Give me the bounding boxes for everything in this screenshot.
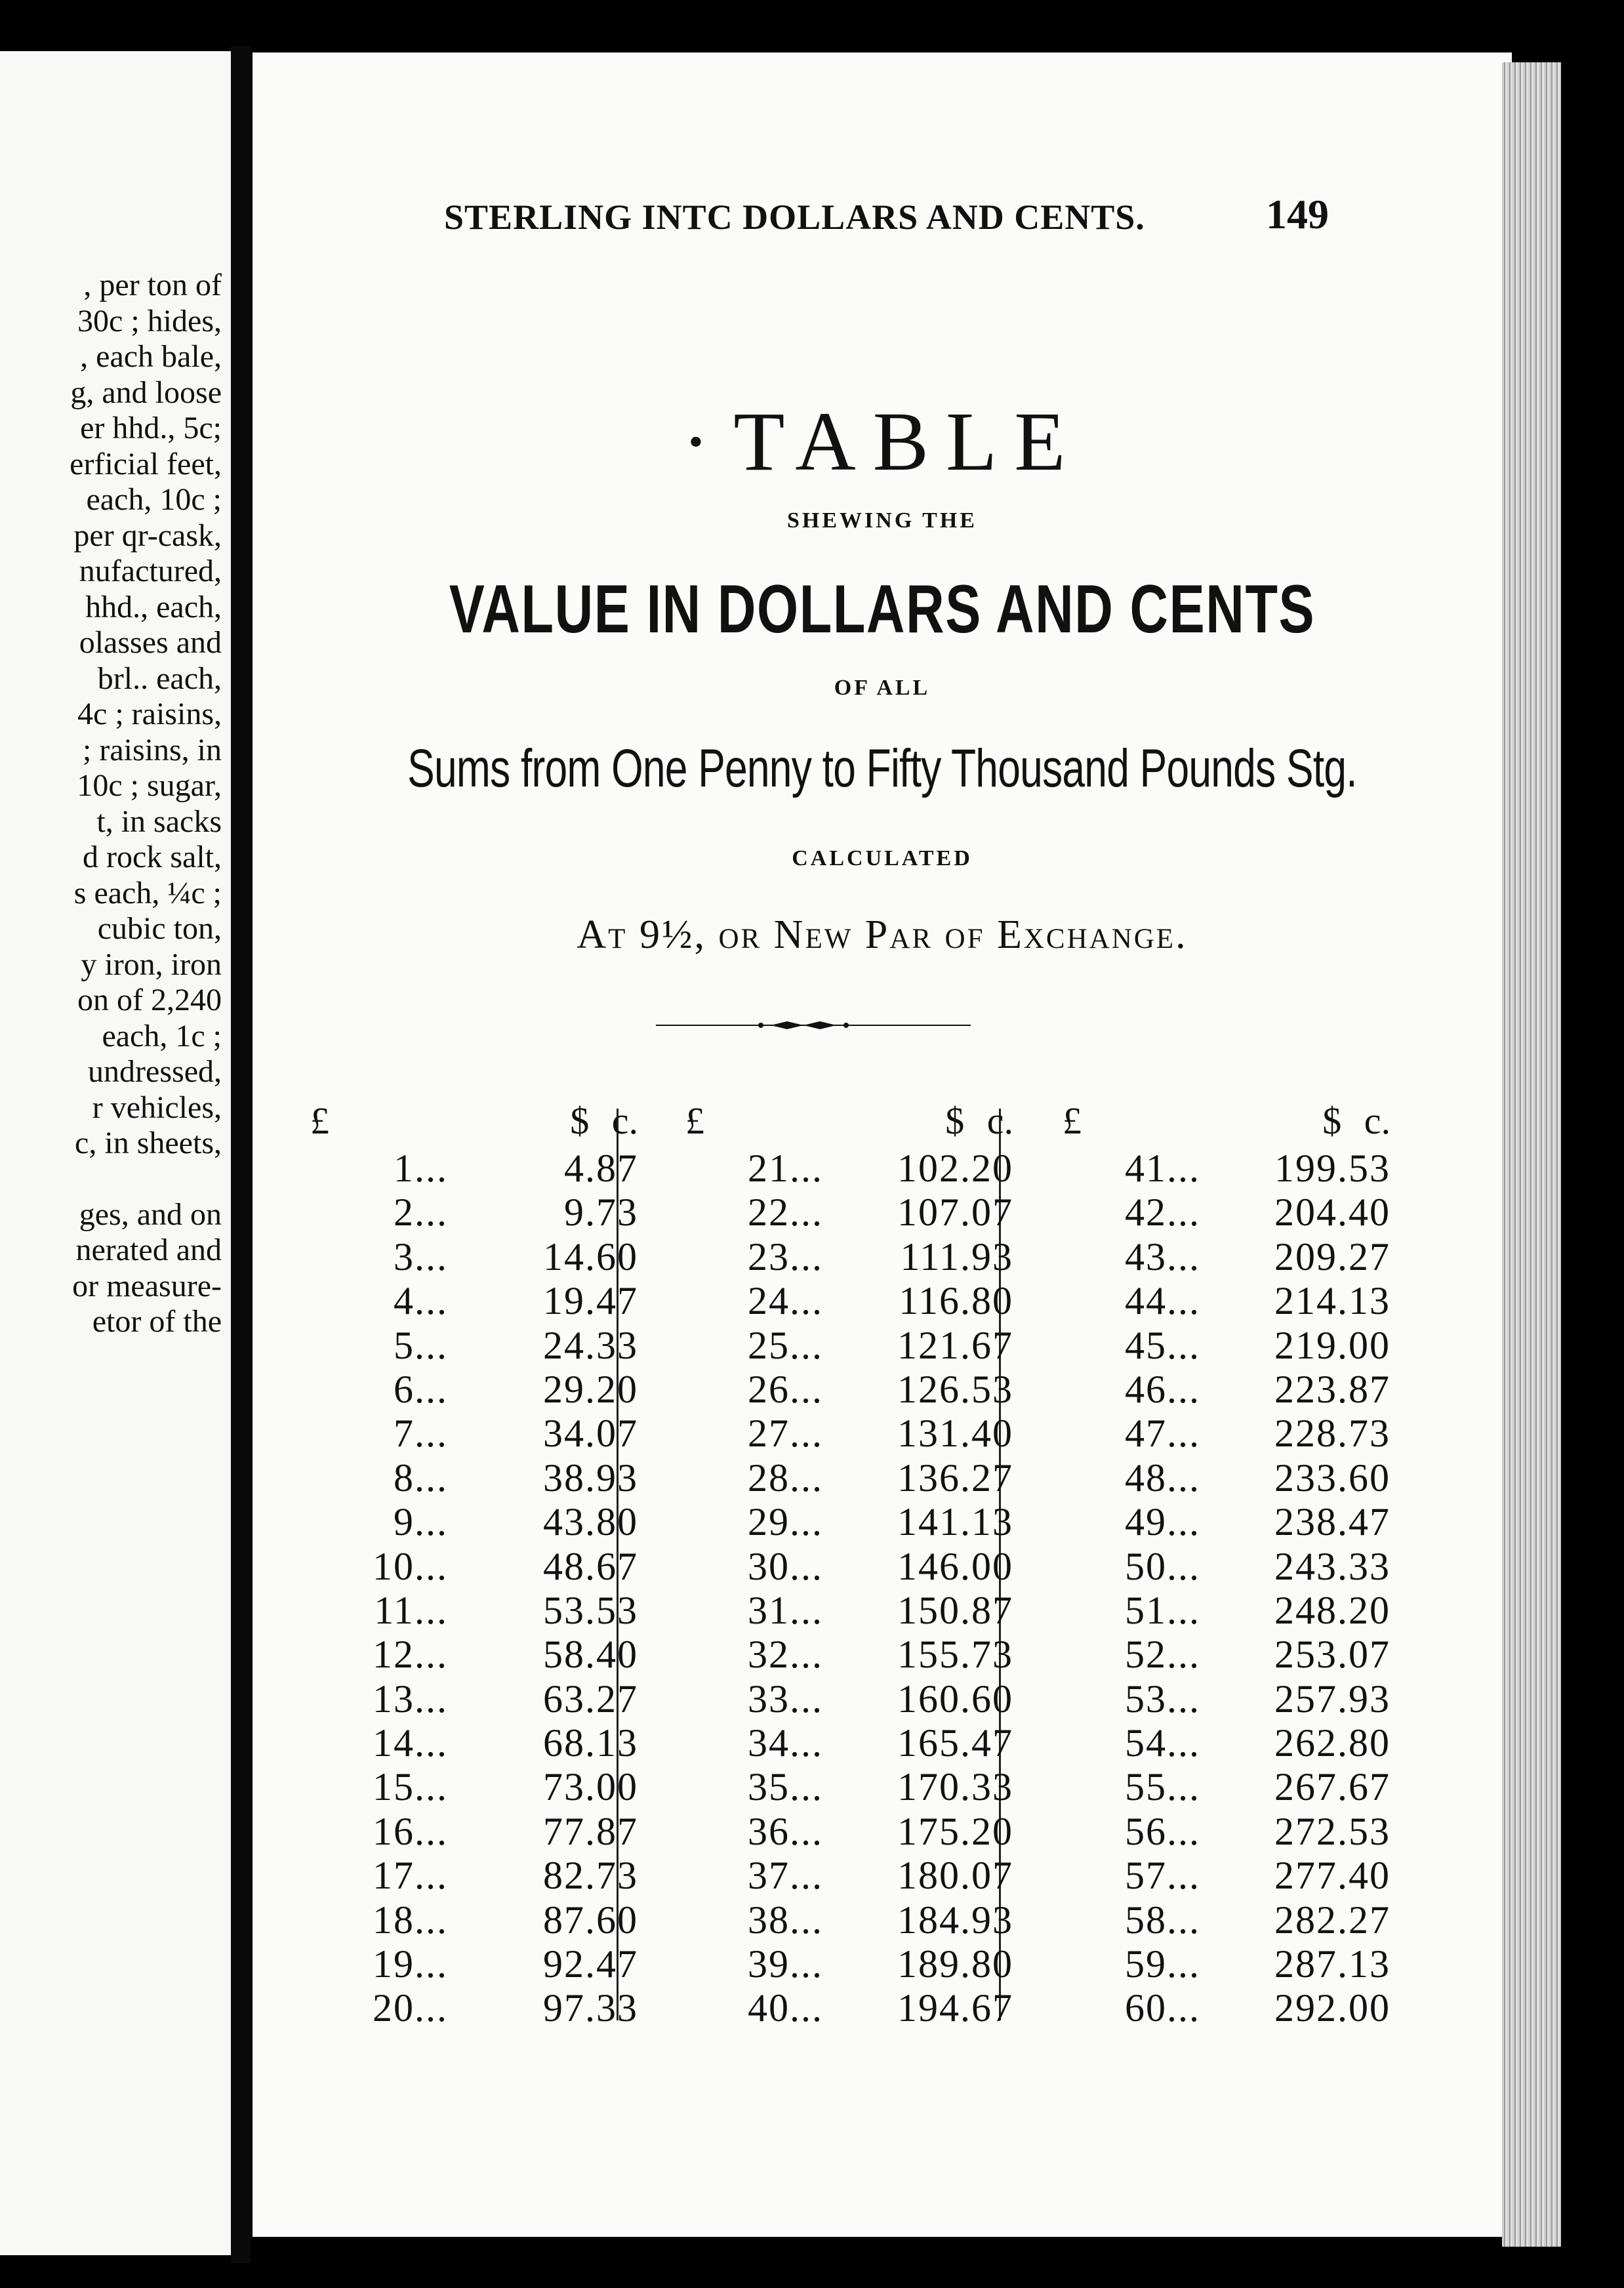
dollars-cell: 136.27 [897,1456,1013,1500]
left-page-line: undressed, [88,1054,222,1089]
table-row [310,1986,638,2030]
table-row [685,1588,1013,1632]
table-header [310,1099,638,1146]
table-column [1063,1099,1391,2030]
table-row [685,1190,1013,1234]
dollars-cell: 262.80 [1274,1721,1391,1765]
left-page-line: er hhd., 5c; [80,411,222,445]
pounds-cell: 37... [748,1854,823,1898]
dollars-cell: 29.20 [543,1367,638,1411]
dollars-cell: 107.07 [897,1191,1013,1235]
subtitle-sums: Sums from One Penny to Fifty Thousand Pounds Stg. [407,739,1357,798]
dollars-cell: 34.07 [543,1412,638,1456]
left-page-line: ; raisins, in [83,732,222,767]
dollars-cell: 58.40 [543,1633,638,1677]
pounds-cell: 21... [748,1147,823,1190]
dollars-cell: 87.60 [543,1898,638,1942]
table-row [310,1632,638,1676]
left-page-line: on of 2,240 [77,983,222,1017]
left-page-line: each, 10c ; [86,482,222,517]
table-row [310,1235,638,1278]
table-row [1063,1721,1391,1765]
left-page-line: 30c ; hides, [77,303,222,338]
pounds-cell: 4... [394,1279,448,1323]
pounds-cell: 32... [748,1633,823,1677]
subtitle-value: VALUE IN DOLLARS AND CENTS [449,571,1316,647]
dollars-cell: 9.73 [564,1191,638,1235]
pounds-cell: 13... [373,1677,448,1721]
pounds-cell: 44... [1125,1279,1200,1323]
pounds-cell: 22... [748,1191,823,1235]
pounds-cell: 7... [394,1412,448,1456]
dollars-cell: 248.20 [1274,1588,1391,1632]
table-row [310,1411,638,1455]
pounds-cell: 9... [394,1500,448,1544]
right-page [253,52,1512,2237]
dollars-cell: 111.93 [900,1235,1013,1278]
dollars-cell: 214.13 [1274,1279,1391,1323]
dollars-cell: 4.87 [564,1147,638,1190]
table-row [310,1853,638,1897]
table-row [310,1721,638,1765]
pounds-cell: 26... [748,1367,823,1411]
pounds-cell: 18... [373,1898,448,1942]
dollars-cell: 233.60 [1274,1456,1391,1500]
dollars-cell: 170.33 [897,1765,1013,1809]
left-page-line: g, and loose [70,375,222,410]
pounds-cell: 14... [373,1721,448,1765]
table-row [310,1765,638,1808]
pounds-cell: 31... [748,1588,823,1632]
dollars-cell: 155.73 [897,1633,1013,1677]
dollars-cell: 223.87 [1274,1367,1391,1411]
table-row [310,1146,638,1190]
dollars-cell: 146.00 [897,1544,1013,1588]
table-row [1063,1986,1391,2030]
table-row [1063,1367,1391,1411]
left-page-line: olasses and [79,625,222,660]
table-header [1063,1099,1391,1146]
pounds-cell: 3... [394,1235,448,1278]
title-word: TABLE [733,395,1083,488]
table-row [685,1411,1013,1455]
subtitle-calculated: CALCULATED [792,846,973,870]
pounds-cell: 58... [1125,1898,1200,1942]
dollars-cell: 121.67 [897,1323,1013,1367]
left-page-line: c, in sheets, [75,1126,222,1160]
pound-header: £ [1063,1099,1082,1142]
left-page-line: per qr-cask, [73,518,222,553]
ornament-divider [656,1019,971,1032]
table-row [310,1942,638,1986]
pounds-cell: 35... [748,1765,823,1809]
subtitle-of-all: OF ALL [834,676,931,700]
dollars-cell: 38.93 [543,1456,638,1500]
table-row [1063,1456,1391,1500]
dollars-cell: 204.40 [1274,1191,1391,1235]
pounds-cell: 20... [373,1986,448,2030]
pounds-cell: 17... [373,1854,448,1898]
dollars-cell: 68.13 [543,1721,638,1765]
table-row [685,1500,1013,1543]
dollars-cell: 126.53 [897,1367,1013,1411]
dollar-header: $ c. [1322,1099,1391,1142]
pounds-cell: 36... [748,1809,823,1853]
table-row [1063,1853,1391,1897]
pounds-cell: 40... [748,1986,823,2030]
table-row [310,1190,638,1234]
left-page-line: t, in sacks [96,804,222,839]
pounds-cell: 46... [1125,1367,1200,1411]
dollars-cell: 19.47 [543,1279,638,1323]
dollars-cell: 257.93 [1274,1677,1391,1721]
table-column [685,1099,1013,2030]
left-page-line: r vehicles, [92,1090,222,1125]
dollars-cell: 184.93 [897,1898,1013,1942]
table-row [685,1146,1013,1190]
dollars-cell: 82.73 [543,1854,638,1898]
table-row [1063,1898,1391,1942]
dollars-cell: 150.87 [897,1588,1013,1632]
pounds-cell: 52... [1125,1633,1200,1677]
title-dot: · [681,395,710,488]
dollars-cell: 14.60 [543,1235,638,1278]
dollars-cell: 180.07 [897,1854,1013,1898]
table-row [685,1986,1013,2030]
subtitle-exchange: At 9½, or New Par of Exchange. [577,912,1188,957]
pounds-cell: 5... [394,1323,448,1367]
left-page-text [0,268,222,1340]
dollars-cell: 253.07 [1274,1633,1391,1677]
dollars-cell: 199.53 [1274,1147,1391,1190]
dollars-cell: 77.87 [543,1809,638,1853]
page-number: 149 [1266,191,1329,237]
running-head: STERLING INTC DOLLARS AND CENTS. [444,197,1145,237]
table-row [1063,1278,1391,1322]
dollars-cell: 175.20 [897,1809,1013,1853]
dollars-cell: 102.20 [897,1147,1013,1190]
table-row [685,1721,1013,1765]
pounds-cell: 55... [1125,1765,1200,1809]
table-row [310,1456,638,1500]
table-row [1063,1765,1391,1808]
table-header [685,1099,1013,1146]
table-row [1063,1235,1391,1278]
table-row [1063,1942,1391,1986]
pounds-cell: 57... [1125,1854,1200,1898]
pounds-cell: 54... [1125,1721,1200,1765]
dollar-header: $ c. [570,1099,638,1142]
pounds-cell: 28... [748,1456,823,1500]
left-page-line: s each, ¼c ; [73,875,222,910]
left-page-line: brl.. each, [97,661,222,696]
left-page-line: 10c ; sugar, [77,768,222,803]
left-page-line: ges, and on [79,1196,222,1232]
left-page-line: 4c ; raisins, [77,697,222,731]
dollars-cell: 238.47 [1274,1500,1391,1544]
dollars-cell: 228.73 [1274,1412,1391,1456]
table-row [685,1235,1013,1278]
left-page-line: cubic ton, [97,911,222,946]
pounds-cell: 33... [748,1677,823,1721]
page-edges [1502,62,1561,2247]
dollars-cell: 194.67 [897,1986,1013,2030]
dollars-cell: 277.40 [1274,1854,1391,1898]
left-page-line: nerated and [75,1233,222,1267]
table-row [685,1456,1013,1500]
left-page-line: nufactured, [79,554,222,588]
pounds-cell: 24... [748,1279,823,1323]
pound-header: £ [310,1099,329,1142]
pounds-cell: 48... [1125,1456,1200,1500]
pounds-cell: 50... [1125,1544,1200,1588]
dollars-cell: 63.27 [543,1677,638,1721]
table-row [685,1942,1013,1986]
dollars-cell: 165.47 [897,1721,1013,1765]
table-row [310,1323,638,1367]
dollars-cell: 292.00 [1274,1986,1391,2030]
pounds-cell: 47... [1125,1412,1200,1456]
dollars-cell: 97.33 [543,1986,638,2030]
table-row [310,1898,638,1942]
table-row [1063,1190,1391,1234]
table-row [685,1632,1013,1676]
pounds-cell: 23... [748,1235,823,1278]
dollars-cell: 243.33 [1274,1544,1391,1588]
table-row [310,1809,638,1853]
pounds-cell: 19... [373,1942,448,1986]
table-row [685,1853,1013,1897]
left-page [0,51,231,2255]
pounds-cell: 42... [1125,1191,1200,1235]
dollars-cell: 219.00 [1274,1323,1391,1367]
table-row [685,1323,1013,1367]
pounds-cell: 8... [394,1456,448,1500]
table-row [310,1588,638,1632]
table-row [310,1278,638,1322]
left-page-line: erficial feet, [70,446,222,481]
pounds-cell: 38... [748,1898,823,1942]
pounds-cell: 1... [394,1147,448,1190]
subtitle-shewing: SHEWING THE [787,508,977,533]
pounds-cell: 29... [748,1500,823,1544]
table-column [310,1099,638,2030]
table-row [1063,1411,1391,1455]
pound-header: £ [685,1099,704,1142]
pounds-cell: 43... [1125,1235,1200,1278]
dollars-cell: 131.40 [897,1412,1013,1456]
left-page-line: d rock salt, [83,840,222,874]
pounds-cell: 53... [1125,1677,1200,1721]
table-row [685,1898,1013,1942]
pounds-cell: 2... [394,1191,448,1235]
table-row [685,1544,1013,1588]
pounds-cell: 34... [748,1721,823,1765]
table-row [310,1677,638,1721]
table-row [1063,1544,1391,1588]
left-page-line: or measure- [72,1268,222,1303]
left-page-line: , per ton of [83,268,222,302]
pounds-cell: 25... [748,1323,823,1367]
pounds-cell: 49... [1125,1500,1200,1544]
table-row [1063,1809,1391,1853]
table-title [253,394,1512,490]
table-row [1063,1323,1391,1367]
table-row [310,1544,638,1588]
dollars-cell: 116.80 [899,1279,1013,1323]
table-row [685,1677,1013,1721]
dollars-cell: 48.67 [543,1544,638,1588]
pounds-cell: 41... [1125,1147,1200,1190]
pounds-cell: 15... [373,1765,448,1809]
dollar-header: $ c. [945,1099,1013,1142]
table-row [1063,1677,1391,1721]
dollars-cell: 282.27 [1274,1898,1391,1942]
left-page-line: hhd., each, [85,589,222,624]
pounds-cell: 11... [374,1588,448,1632]
pounds-cell: 39... [748,1942,823,1986]
dollars-cell: 24.33 [543,1323,638,1367]
pounds-cell: 56... [1125,1809,1200,1853]
left-page-line [0,1162,222,1197]
left-page-line: , each bale, [80,339,222,374]
left-page-line: etor of the [92,1304,222,1339]
dollars-cell: 189.80 [897,1942,1013,1986]
pounds-cell: 27... [748,1412,823,1456]
table-row [685,1765,1013,1808]
dollars-cell: 287.13 [1274,1942,1391,1986]
table-row [310,1367,638,1411]
pounds-cell: 51... [1125,1588,1200,1632]
table-row [310,1500,638,1543]
pounds-cell: 30... [748,1544,823,1588]
table-row [1063,1146,1391,1190]
dollars-cell: 272.53 [1274,1809,1391,1853]
table-row [685,1809,1013,1853]
pounds-cell: 45... [1125,1323,1200,1367]
pounds-cell: 10... [373,1544,448,1588]
book-gutter [231,46,251,2263]
pounds-cell: 6... [394,1367,448,1411]
dollars-cell: 267.67 [1274,1765,1391,1809]
table-row [685,1367,1013,1411]
dollars-cell: 160.60 [897,1677,1013,1721]
pounds-cell: 59... [1125,1942,1200,1986]
table-row [1063,1632,1391,1676]
table-row [1063,1500,1391,1543]
pounds-cell: 12... [373,1633,448,1677]
table-row [685,1278,1013,1322]
dollars-cell: 209.27 [1274,1235,1391,1278]
dollars-cell: 73.00 [543,1765,638,1809]
dollars-cell: 92.47 [543,1942,638,1986]
pounds-cell: 16... [373,1809,448,1853]
table-row [1063,1588,1391,1632]
left-page-line: each, 1c ; [102,1018,222,1053]
dollars-cell: 141.13 [897,1500,1013,1544]
dollars-cell: 53.53 [543,1588,638,1632]
left-page-line: y iron, iron [81,947,222,982]
pounds-cell: 60... [1125,1986,1200,2030]
dollars-cell: 43.80 [543,1500,638,1544]
